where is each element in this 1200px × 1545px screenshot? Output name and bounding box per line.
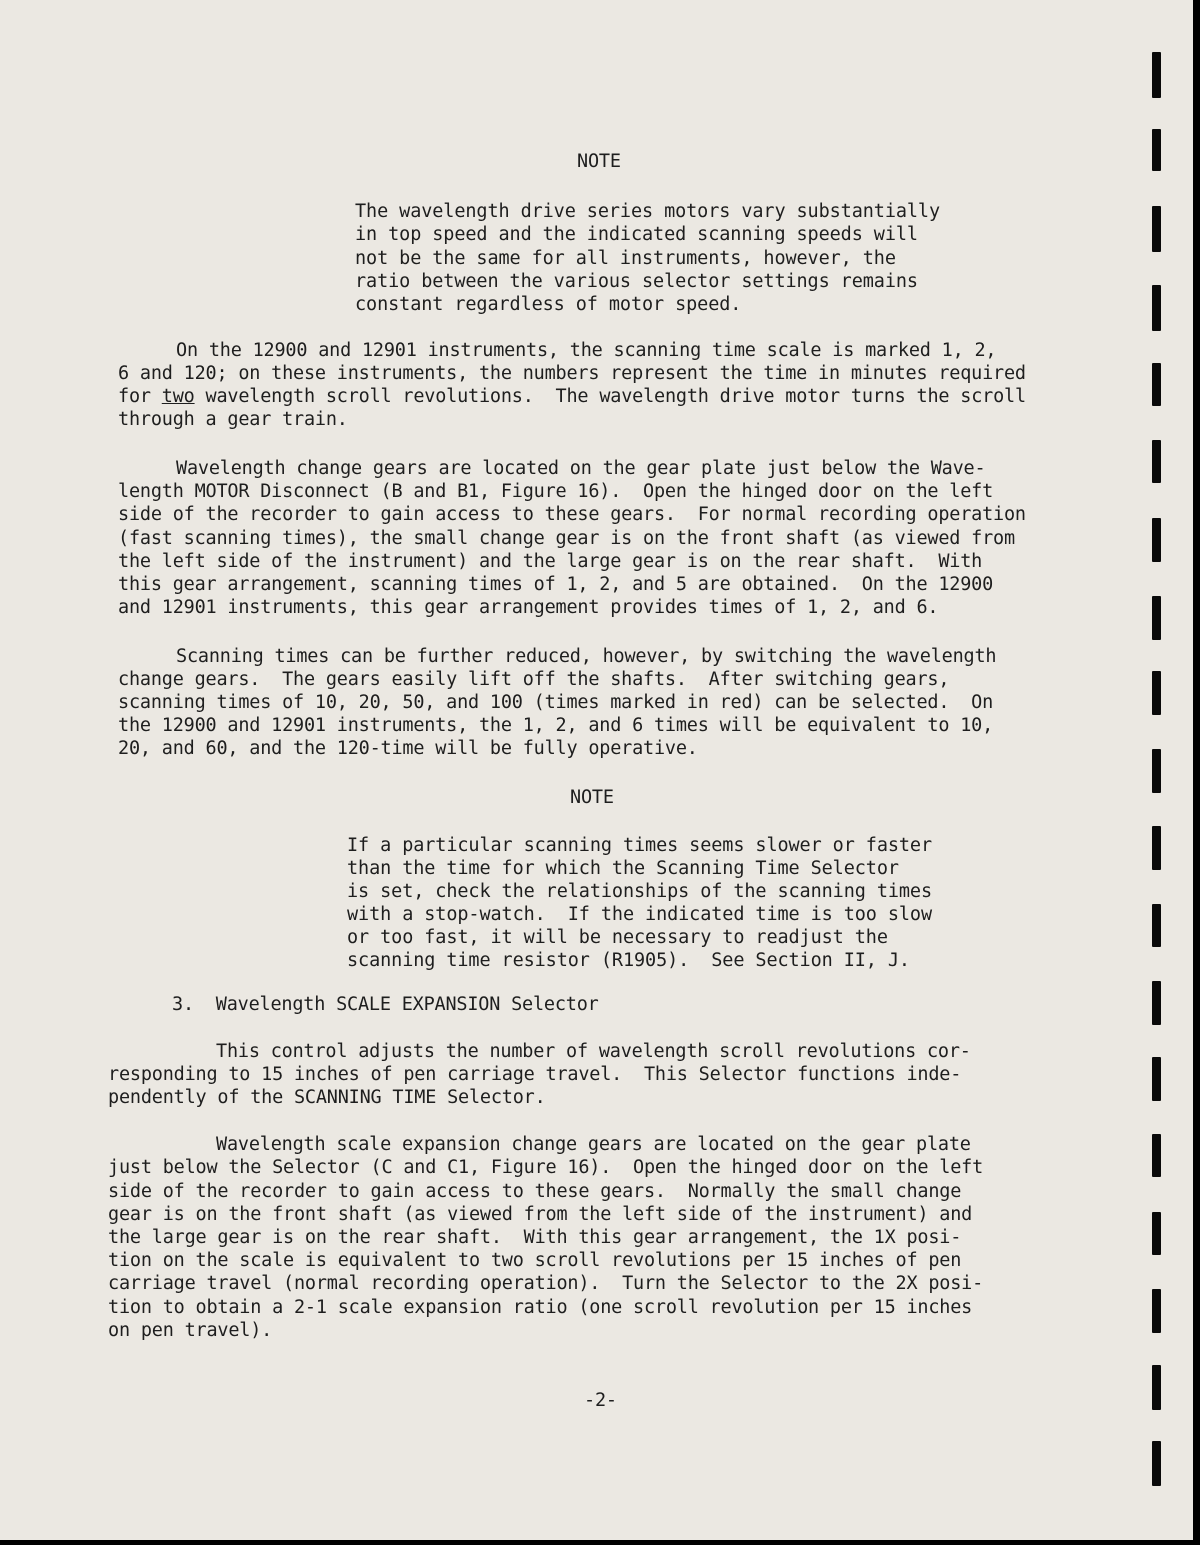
paragraph-line: through a gear train. — [118, 409, 348, 430]
binder-mark — [1152, 1212, 1161, 1255]
binder-mark — [1152, 206, 1161, 252]
paragraph-line: responding to 15 inches of pen carriage travel. This Selector functions inde- — [108, 1064, 962, 1085]
note-line: is set, check the relationships of the scanning times — [347, 881, 933, 902]
binder-mark — [1152, 596, 1161, 640]
paragraph-line: This control adjusts the number of wavelength scroll revolutions cor- — [216, 1041, 971, 1062]
paragraph-line: side of the recorder to gain access to these gears. Normally the small change — [108, 1181, 962, 1202]
paragraph-line: scanning times of 10, 20, 50, and 100 (times marked in red) can be selected. On — [118, 692, 994, 713]
binder-mark — [1152, 1441, 1161, 1486]
note-line: The wavelength drive series motors vary substantially — [355, 201, 941, 222]
paragraph-line: carriage travel (normal recording operation). Turn the Selector to the 2X posi- — [108, 1273, 984, 1294]
page-number: -2- — [584, 1390, 617, 1411]
paragraph-line: On the 12900 and 12901 instruments, the scanning time scale is marked 1, 2, — [176, 340, 997, 361]
binder-mark — [1152, 1289, 1161, 1333]
paragraph-line: 20, and 60, and the 120-time will be fully operative. — [118, 738, 698, 759]
paragraph-line: pendently of the SCANNING TIME Selector. — [108, 1087, 546, 1108]
binder-mark — [1152, 440, 1161, 483]
paragraph-line: tion on the scale is equivalent to two scroll revolutions per 15 inches of pen — [108, 1250, 962, 1271]
paragraph-line: change gears. The gears easily lift off the shafts. After switching gears, — [118, 669, 950, 690]
note-heading: NOTE — [570, 787, 614, 808]
binder-mark — [1152, 826, 1161, 870]
note-line: not be the same for all instruments, however, the — [355, 248, 896, 269]
paragraph-line: the large gear is on the rear shaft. With this gear arrangement, the 1X posi- — [108, 1227, 962, 1248]
paragraph-line: on pen travel). — [108, 1320, 273, 1341]
binder-mark — [1152, 285, 1161, 331]
section-heading: 3. Wavelength SCALE EXPANSION Selector — [172, 994, 599, 1015]
paragraph-line: tion to obtain a 2-1 scale expansion ratio (one scroll revolution per 15 inches — [108, 1297, 973, 1318]
binder-mark — [1152, 671, 1161, 715]
paragraph-line: (fast scanning times), the small change gear is on the front shaft (as viewed from — [118, 528, 1015, 549]
binder-mark — [1152, 518, 1161, 562]
note-line: than the time for which the Scanning Time Selector — [347, 858, 899, 879]
paragraph-line: and 12901 instruments, this gear arrangement provides times of 1, 2, and 6. — [118, 597, 939, 618]
binder-mark — [1152, 981, 1161, 1025]
paragraph-line: the 12900 and 12901 instruments, the 1, 2, and 6 times will be equivalent to 10, — [118, 715, 994, 736]
binder-mark — [1152, 52, 1161, 98]
paragraph-line: side of the recorder to gain access to these gears. For normal recording operation — [118, 504, 1026, 525]
note-heading: NOTE — [577, 151, 621, 172]
paragraph-line: Scanning times can be further reduced, however, by switching the wavelength — [176, 646, 997, 667]
binder-mark — [1152, 749, 1161, 793]
paragraph-line: this gear arrangement, scanning times of 1, 2, and 5 are obtained. On the 12900 — [118, 574, 994, 595]
paragraph-line-rest: wavelength scroll revolutions. The wavelength drive motor turns the scroll — [205, 386, 1026, 407]
paragraph-line: length MOTOR Disconnect (B and B1, Figure 16). Open the hinged door on the left — [118, 481, 994, 502]
binder-mark — [1152, 904, 1161, 947]
emphasized-word: two — [161, 386, 195, 407]
paragraph-line: Wavelength change gears are located on the gear plate just below the Wave- — [176, 458, 986, 479]
binder-mark — [1152, 1365, 1161, 1410]
paragraph-line-prefix: for — [118, 386, 162, 407]
paragraph-line: the left side of the instrument) and the large gear is on the rear shaft. With — [118, 551, 983, 572]
note-line: with a stop-watch. If the indicated time is too slow — [347, 904, 933, 925]
paragraph-line: just below the Selector (C and C1, Figure 16). Open the hinged door on the left — [108, 1157, 984, 1178]
note-line: If a particular scanning times seems slower or faster — [347, 835, 933, 856]
binder-mark — [1152, 1057, 1161, 1101]
binder-mark — [1152, 363, 1161, 406]
binder-mark — [1152, 1134, 1161, 1177]
paragraph-line: Wavelength scale expansion change gears are located on the gear plate — [216, 1134, 971, 1155]
paragraph-line: 6 and 120; on these instruments, the numbers represent the time in minutes required — [118, 363, 1026, 384]
paragraph-line — [118, 385, 1026, 408]
paragraph-line: gear is on the front shaft (as viewed from the left side of the instrument) and — [108, 1204, 973, 1225]
note-line: or too fast, it will be necessary to readjust the — [347, 927, 888, 948]
note-line: in top speed and the indicated scanning speeds will — [355, 224, 918, 245]
note-line: scanning time resistor (R1905). See Section II, J. — [347, 950, 910, 971]
note-line: ratio between the various selector settings remains — [355, 271, 918, 292]
note-line: constant regardless of motor speed. — [355, 294, 742, 315]
binder-mark — [1152, 129, 1161, 171]
